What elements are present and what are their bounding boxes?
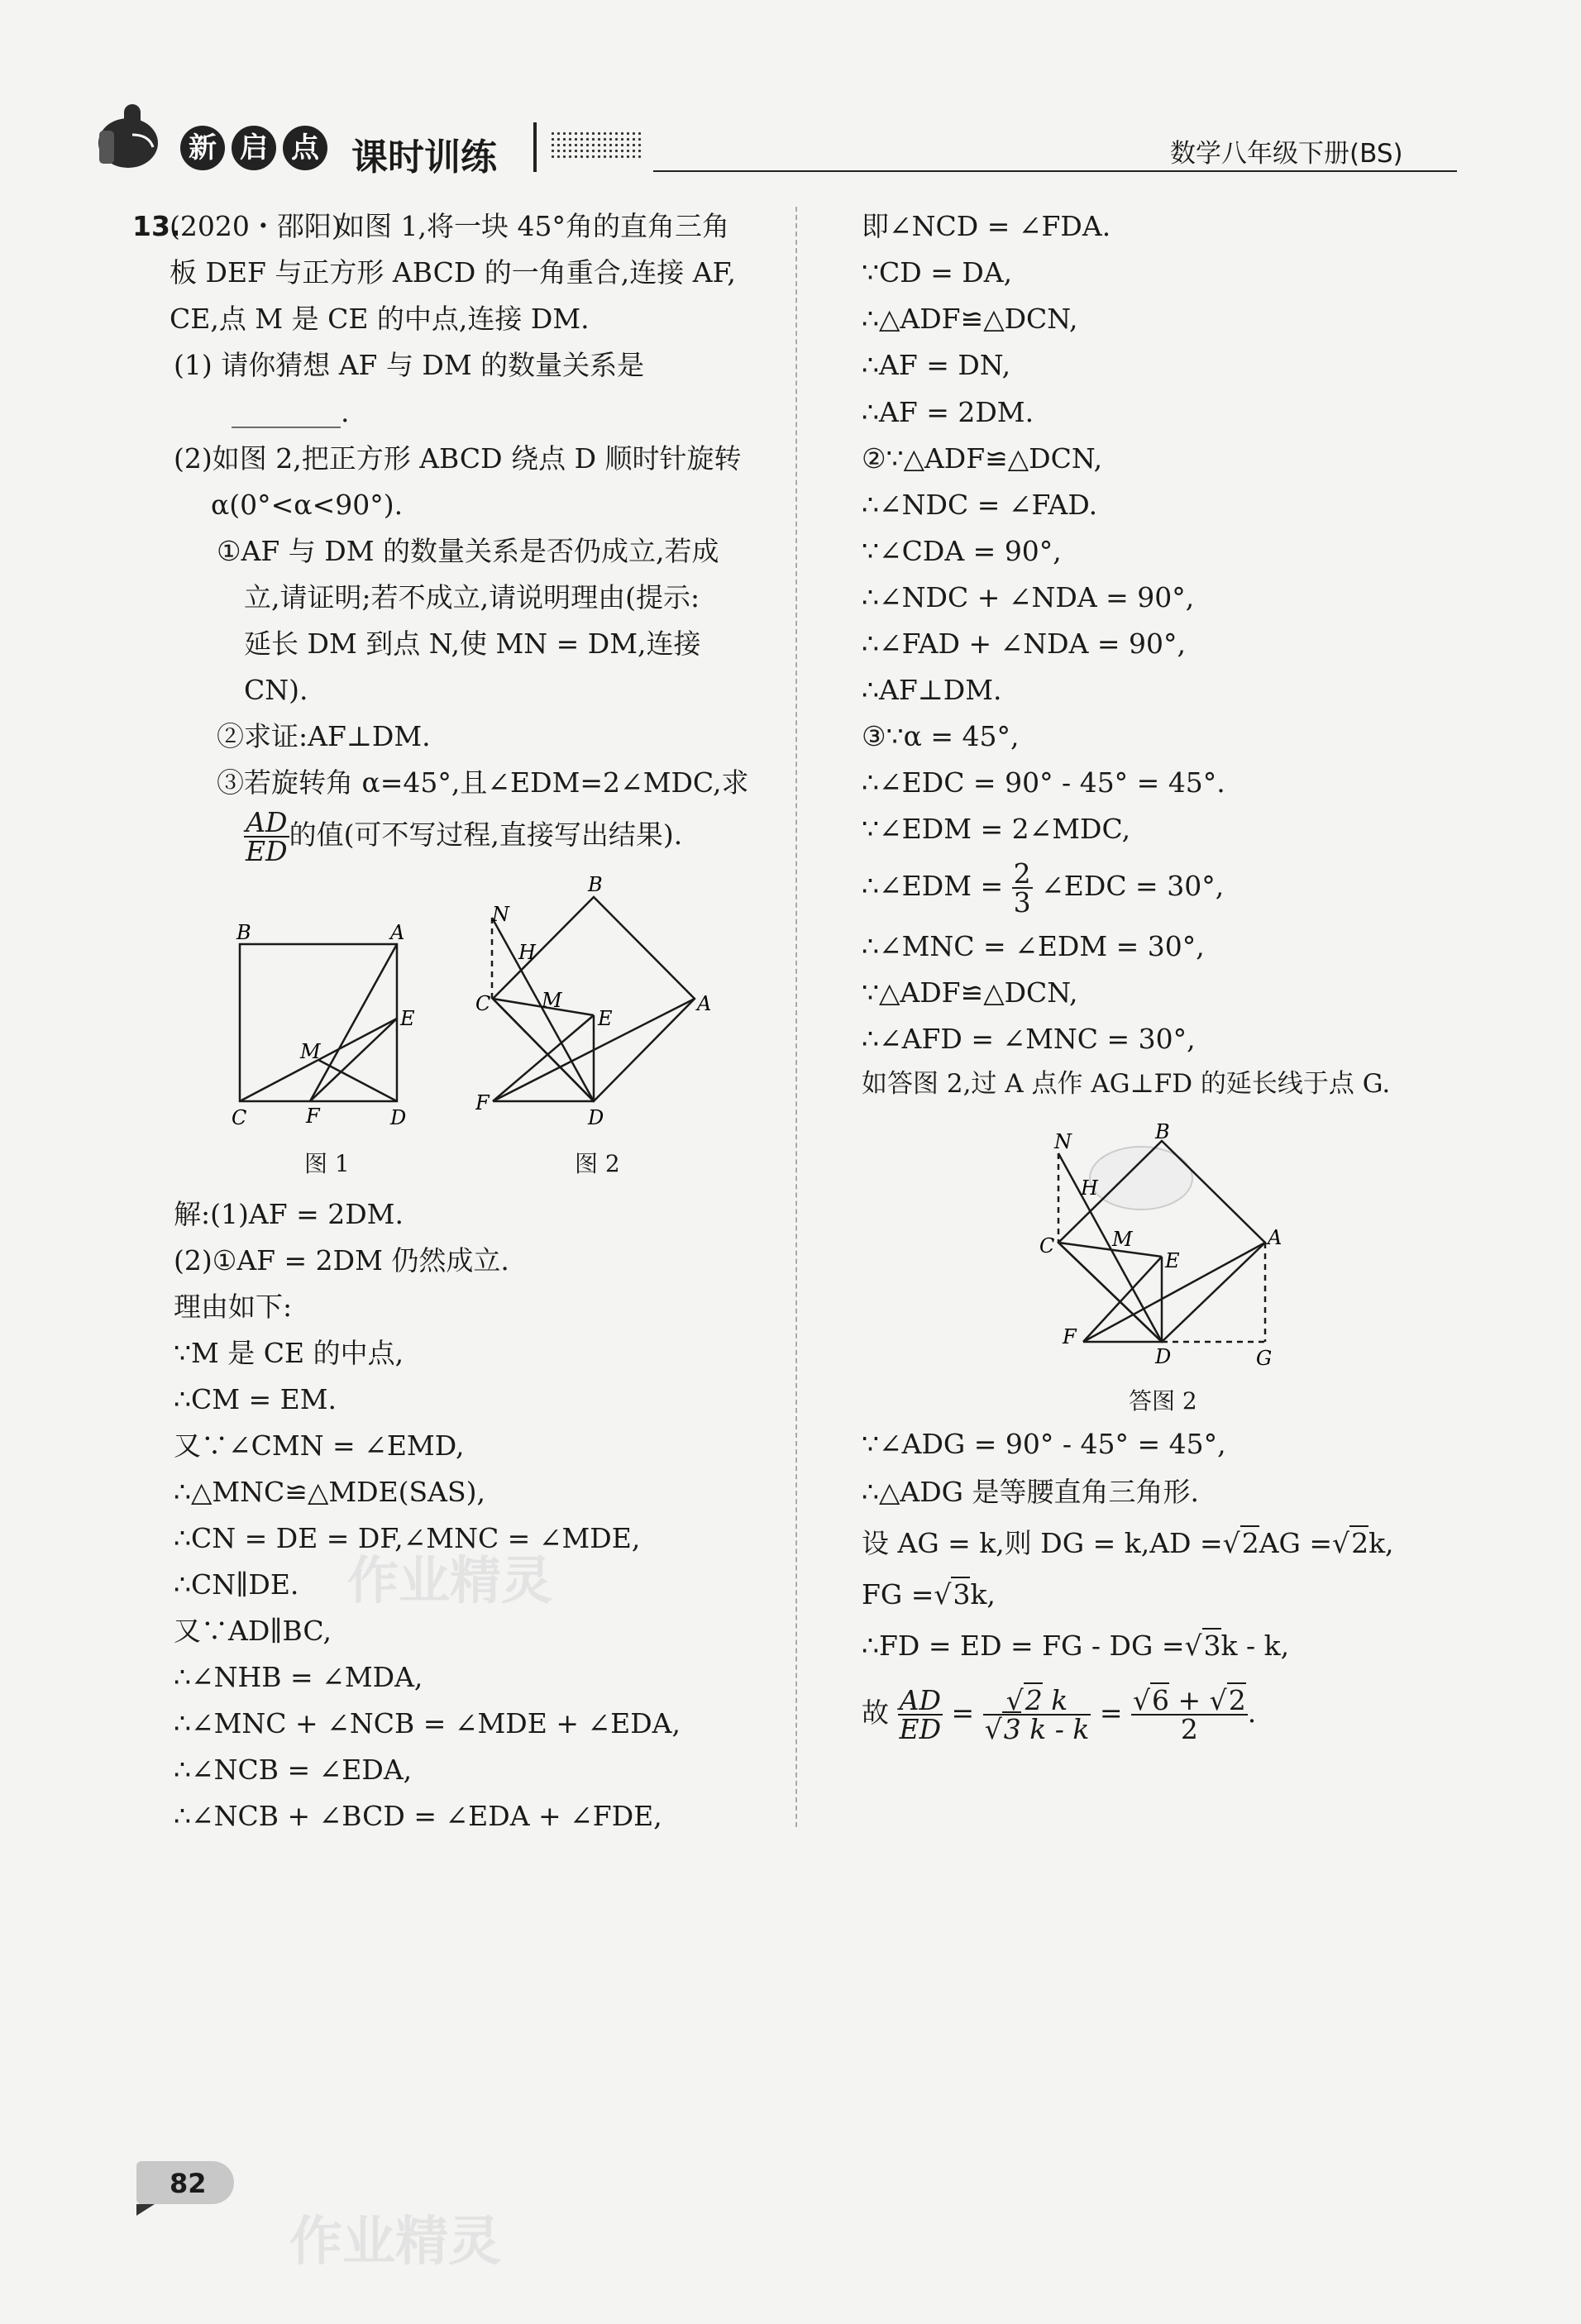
series-title: 课时训练 <box>351 136 497 179</box>
ans-label-e: E <box>1165 1249 1180 1272</box>
solution-line: ∴∠AFD = ∠MNC = 30°, <box>862 1023 1196 1055</box>
thumbs-up-logo <box>83 98 165 174</box>
fig1-label-e: E <box>400 1007 415 1030</box>
fig2-label-m: M <box>542 989 562 1012</box>
question-2b: ②求证:AF⊥DM. <box>217 720 431 752</box>
problem-number: 13. <box>132 210 181 242</box>
fig2-label-d: D <box>588 1106 604 1129</box>
question-2c-fraction-line: $\frac{AD}{ED}$ 的值(可不写过程,直接写出结果). <box>246 806 683 867</box>
fig1-label-c: C <box>232 1106 247 1129</box>
solution-line: ∴CM = EM. <box>174 1383 337 1415</box>
ans-label-h: H <box>1081 1176 1098 1200</box>
fig1-label-f: F <box>306 1105 320 1128</box>
solution-line: ∴∠EDC = 90° - 45° = 45°. <box>862 766 1225 799</box>
fig1-label-a: A <box>390 921 405 944</box>
solution-line: 理由如下: <box>174 1291 293 1323</box>
watermark-text: 作业精灵 <box>289 2212 501 2273</box>
two-thirds-fraction: $\frac{2}{3}$ <box>1013 857 1031 919</box>
solution-line: ∵∠EDM = 2∠MDC, <box>862 813 1131 845</box>
fd-line: ∴FD = ED = FG - DG =√3k - k, <box>862 1630 1290 1662</box>
brand-char-2: 启 <box>232 126 276 170</box>
solution-line: ∵∠CDA = 90°, <box>862 535 1062 567</box>
question-2a: ①AF 与 DM 的数量关系是否仍成立,若成 <box>217 535 719 567</box>
solution-line: 又∵∠CMN = ∠EMD, <box>174 1429 465 1462</box>
brand-char-3: 点 <box>283 126 327 170</box>
ans-label-d: D <box>1155 1345 1172 1368</box>
question-1-blank: ________. <box>232 396 350 428</box>
solution-line: ∴CN = DE = DF,∠MNC = ∠MDE, <box>174 1522 641 1554</box>
ans-label-b: B <box>1155 1120 1170 1143</box>
page-number-corner <box>136 2204 155 2216</box>
header-dot-pattern <box>550 131 642 160</box>
final-fraction-1: $\frac{AD}{ED}$ <box>899 1684 942 1745</box>
watermark-text: 作业精灵 <box>347 1550 553 1611</box>
brand-char-1: 新 <box>180 126 225 170</box>
solution-line: ∴∠NCB + ∠BCD = ∠EDA + ∠FDE, <box>174 1800 662 1832</box>
fig2-label-b: B <box>588 876 603 896</box>
solution-line: ∵CD = DA, <box>862 256 1013 289</box>
final-fraction-2: $\frac{√2 k}{√3 k - k}$ <box>984 1684 1090 1745</box>
thumbs-up-icon <box>83 98 165 174</box>
solution-line: 解:(1)AF = 2DM. <box>174 1198 404 1230</box>
solution-line: 即∠NCD = ∠FDA. <box>862 210 1111 242</box>
subject-label: 数学八年级下册(BS) <box>1170 139 1403 169</box>
solution-line: 如答图 2,过 A 点作 AG⊥FD 的延长线于点 G. <box>862 1069 1391 1099</box>
figure-1 <box>223 909 430 1133</box>
solution-line: ∴CN∥DE. <box>174 1568 299 1601</box>
question-2a: 立,请证明;若不成立,请说明理由(提示: <box>244 581 700 613</box>
answer-figure-2 <box>1038 1120 1311 1368</box>
solution-line: ∴∠MNC + ∠NCB = ∠MDE + ∠EDA, <box>174 1707 681 1739</box>
problem-stem-line: 如图 1,将一块 45°角的直角三角 <box>337 210 729 242</box>
header-divider <box>533 122 537 172</box>
problem-stem-line: 板 DEF 与正方形 ABCD 的一角重合,连接 AF, <box>170 256 736 289</box>
question-2: (2)如图 2,把正方形 ABCD 绕点 D 顺时针旋转 <box>174 442 742 475</box>
fig2-label-h: H <box>518 941 536 964</box>
fig1-label-d: D <box>390 1106 407 1129</box>
solution-line: ∴∠NHB = ∠MDA, <box>174 1661 423 1693</box>
fig1-label-m: M <box>300 1040 321 1063</box>
solution-line: ∴AF⊥DM. <box>862 674 1002 706</box>
solution-line: ∴△MNC≌△MDE(SAS), <box>174 1476 485 1508</box>
solution-line: ∴∠FAD + ∠NDA = 90°, <box>862 628 1187 660</box>
question-2a: 延长 DM 到点 N,使 MN = DM,连接 <box>244 628 701 660</box>
ans-label-m: M <box>1112 1228 1133 1251</box>
solution-line: ∵△ADF≌△DCN, <box>862 976 1078 1009</box>
ad-over-ed-fraction: $\frac{AD}{ED}$ <box>246 806 288 867</box>
solution-line: ②∵△ADF≌△DCN, <box>862 442 1103 475</box>
header-rule <box>653 170 1457 172</box>
fg-line: FG =√3k, <box>862 1578 996 1611</box>
solution-line: ∵M 是 CE 的中点, <box>174 1337 404 1369</box>
column-divider <box>795 207 797 1827</box>
solution-line: ∴AF = DN, <box>862 349 1011 381</box>
figure-2-caption: 图 2 <box>575 1150 620 1177</box>
ans-label-g: G <box>1256 1347 1273 1368</box>
answer-figure-caption: 答图 2 <box>1129 1387 1197 1415</box>
solution-line: ∴AF = 2DM. <box>862 396 1034 428</box>
figure-1-caption: 图 1 <box>304 1150 350 1177</box>
ans-label-n: N <box>1054 1130 1072 1153</box>
edm-fraction-line: ∴∠EDM = $\frac{2}{3}$ ∠EDC = 30°, <box>862 857 1225 919</box>
ans-label-a: A <box>1268 1226 1282 1249</box>
fig2-label-n: N <box>492 903 509 926</box>
solution-line: ∴∠NDC = ∠FAD. <box>862 489 1098 521</box>
solution-line: (2)①AF = 2DM 仍然成立. <box>174 1244 509 1277</box>
page-number: 82 <box>170 2168 207 2199</box>
problem-stem-line: CE,点 M 是 CE 的中点,连接 DM. <box>170 303 590 335</box>
question-1: (1) 请你猜想 AF 与 DM 的数量关系是 <box>174 349 645 381</box>
question-2c: ③若旋转角 α=45°,且∠EDM=2∠MDC,求 <box>217 766 749 799</box>
fig2-label-c: C <box>475 992 491 1015</box>
figure-2 <box>475 876 724 1133</box>
question-2a: CN). <box>244 674 308 706</box>
final-answer: 故 $\frac{AD}{ED}$ = $\frac{√2 k}{√3 k - k}$ = $\frac{√6 + √2}{2}$ . <box>862 1684 1257 1745</box>
solution-line: ∴△ADF≌△DCN, <box>862 303 1078 335</box>
solution-line: ∴∠MNC = ∠EDM = 30°, <box>862 930 1205 962</box>
set-ag-line: 设 AG = k,则 DG = k,AD =√2AG =√2k, <box>862 1527 1394 1559</box>
fig2-label-a: A <box>697 992 712 1015</box>
solution-line: ③∵α = 45°, <box>862 720 1020 752</box>
solution-line: ∴△ADG 是等腰直角三角形. <box>862 1476 1200 1508</box>
final-fraction-3: $\frac{√6 + √2}{2}$ <box>1133 1684 1246 1745</box>
fig2-label-e: E <box>598 1007 613 1030</box>
solution-line: ∴∠NCB = ∠EDA, <box>174 1754 413 1786</box>
ans-label-f: F <box>1063 1325 1077 1348</box>
ans-label-c: C <box>1039 1234 1055 1257</box>
problem-source: (2020・邵阳) <box>170 210 342 242</box>
fig1-label-b: B <box>236 921 251 944</box>
solution-line: ∵∠ADG = 90° - 45° = 45°, <box>862 1428 1226 1460</box>
solution-line: 又∵AD∥BC, <box>174 1615 332 1647</box>
solution-line: ∴∠NDC + ∠NDA = 90°, <box>862 581 1195 613</box>
fig2-label-f: F <box>475 1091 490 1114</box>
question-2: α(0°<α<90°). <box>211 489 404 521</box>
